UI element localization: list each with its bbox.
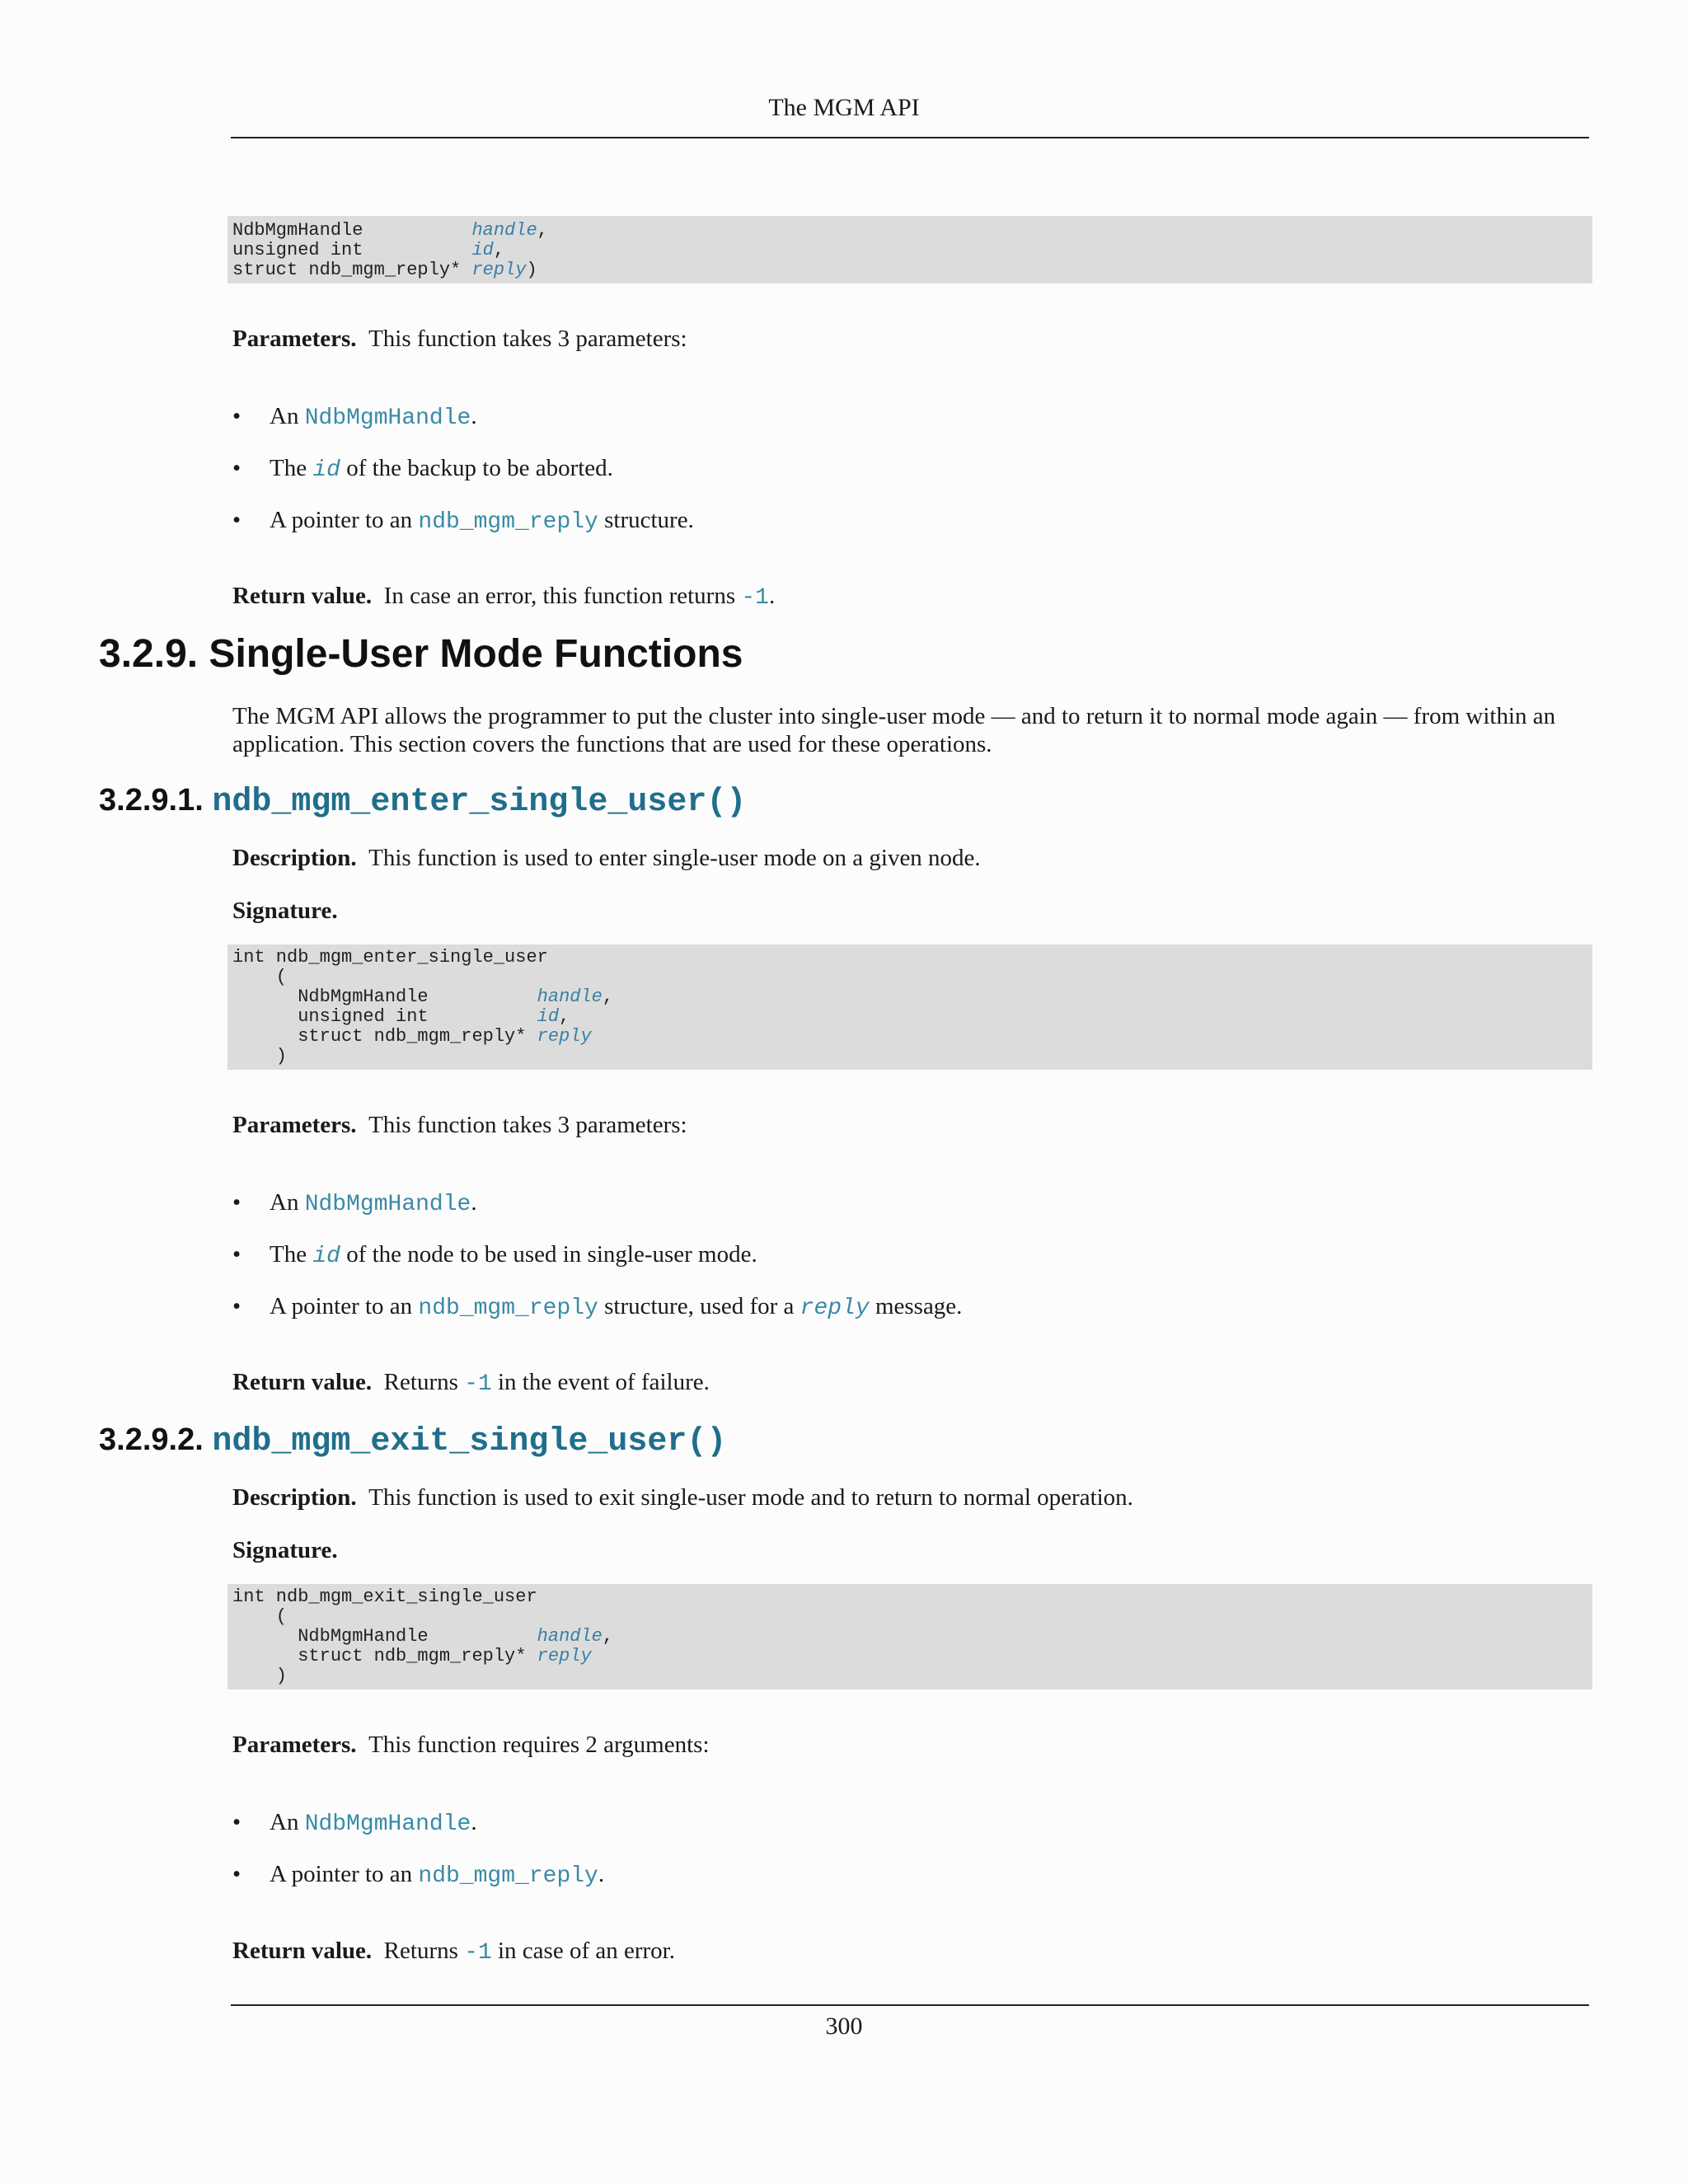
signature-label: Signature. <box>232 898 338 924</box>
ndb-mgm-reply-link[interactable]: ndb_mgm_reply <box>418 1863 598 1889</box>
code-line: struct ndb_mgm_reply* reply <box>232 1026 592 1047</box>
subsection-heading-exit: 3.2.9.2. ndb_mgm_exit_single_user() <box>99 1422 727 1460</box>
subsection-heading-enter: 3.2.9.1. ndb_mgm_enter_single_user() <box>99 783 747 821</box>
code-line: int ndb_mgm_enter_single_user <box>232 947 548 968</box>
code-line: unsigned int id, <box>232 1006 570 1027</box>
code-line: ( <box>232 967 288 987</box>
parameters-paragraph: Parameters. This function takes 3 parameters: <box>232 1112 687 1138</box>
ndb-mgm-reply-link[interactable]: ndb_mgm_reply <box>418 509 598 535</box>
code-line: NdbMgmHandle handle, <box>232 1626 614 1647</box>
list-item: • An NdbMgmHandle. <box>232 1809 477 1837</box>
list-item: • The id of the backup to be aborted. <box>232 455 613 483</box>
ndbmgmhandle-link[interactable]: NdbMgmHandle <box>304 1192 471 1217</box>
description-paragraph: Description. This function is used to exit single-user mode and to return to normal operation. <box>232 1484 1133 1511</box>
code-block-enter-single-user <box>227 944 1592 1070</box>
code-line: struct ndb_mgm_reply* reply <box>232 1646 592 1666</box>
section-intro: The MGM API allows the programmer to put the cluster into single-user mode — and to return it to normal mode again — from within an application. This section covers the functions that are used for these operations. <box>232 703 1556 757</box>
description-paragraph: Description. This function is used to enter single-user mode on a given node. <box>232 845 981 871</box>
code-line: NdbMgmHandle handle, <box>232 220 548 241</box>
code-block-abort-backup <box>227 216 1592 284</box>
code-line: int ndb_mgm_exit_single_user <box>232 1586 537 1607</box>
parameters-paragraph: Parameters. This function requires 2 arguments: <box>232 1732 710 1758</box>
section-heading: 3.2.9. Single-User Mode Functions <box>99 632 743 676</box>
list-item: • An NdbMgmHandle. <box>232 403 477 431</box>
page-number: 300 <box>825 2013 863 2040</box>
list-item: • A pointer to an ndb_mgm_reply structure, used for a reply message. <box>232 1293 963 1321</box>
footer-rule <box>231 2004 1589 2006</box>
running-header: The MGM API <box>768 94 920 121</box>
code-line: ( <box>232 1606 288 1627</box>
code-line: NdbMgmHandle handle, <box>232 987 614 1007</box>
list-item: • An NdbMgmHandle. <box>232 1189 477 1217</box>
signature-label: Signature. <box>232 1537 338 1563</box>
code-block-exit-single-user <box>227 1584 1592 1690</box>
return-value-paragraph: Return value. In case an error, this function returns -1. <box>232 583 776 611</box>
list-item: • A pointer to an ndb_mgm_reply. <box>232 1861 605 1889</box>
list-item: • A pointer to an ndb_mgm_reply structure. <box>232 507 694 535</box>
code-line: unsigned int id, <box>232 240 505 260</box>
header-rule <box>231 137 1589 138</box>
ndb-mgm-reply-link[interactable]: ndb_mgm_reply <box>418 1296 598 1321</box>
code-line: struct ndb_mgm_reply* reply) <box>232 260 537 280</box>
code-line: ) <box>232 1046 288 1066</box>
code-line: ) <box>232 1666 288 1686</box>
list-item: • The id of the node to be used in single-user mode. <box>232 1241 757 1269</box>
return-value-paragraph: Return value. Returns -1 in the event of failure. <box>232 1369 710 1397</box>
parameters-paragraph: Parameters. This function takes 3 parameters: <box>232 326 687 352</box>
ndbmgmhandle-link[interactable]: NdbMgmHandle <box>304 405 471 431</box>
return-value-paragraph: Return value. Returns -1 in case of an error. <box>232 1938 675 1966</box>
ndbmgmhandle-link[interactable]: NdbMgmHandle <box>304 1811 471 1837</box>
